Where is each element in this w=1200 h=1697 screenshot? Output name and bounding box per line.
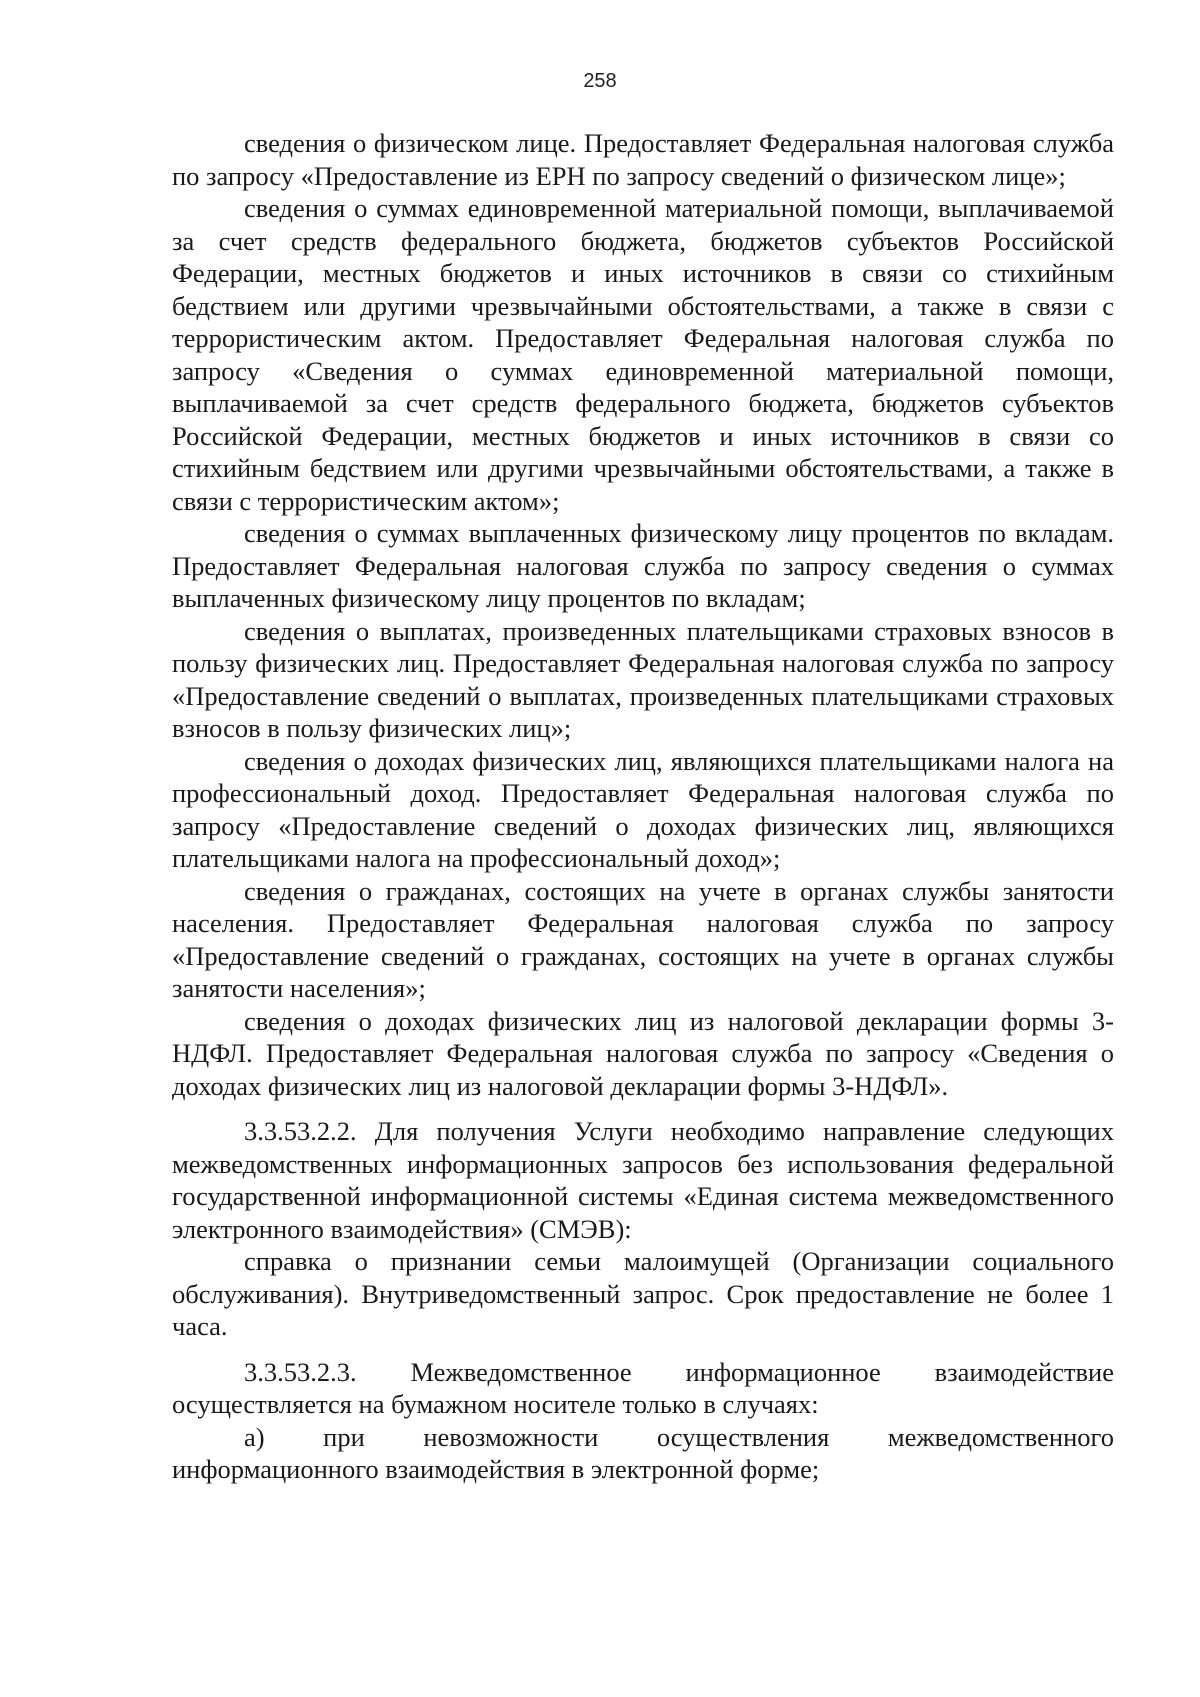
paragraph-employment-service: сведения о гражданах, состоящих на учете в органах службы занятости населения. Предоставляет Федеральная налоговая служба по запросу «Предоставление сведений о гражданах, состоящих на учете в органах службы занятости населения»; <box>172 875 1114 1003</box>
paragraph-lump-sum-aid: сведения о суммах единовременной материальной помощи, выплачиваемой за счет средств федерального бюджета, бюджетов субъектов Российской Федерации, местных бюджетов и иных источников в связи со стихийным бедствием или другими чрезвычайными обстоятельствами, а также в связи с террористическим актом. Предоставляет Федеральная налоговая служба по запросу «Сведения о суммах единовременной материальной помощи, выплачиваемой за счет средств федерального бюджета, бюджетов субъектов Российской Федерации, местных бюджетов и иных источников в связи со стихийным бедствием или другими чрезвычайными обстоятельствами, а также в связи с террористическим актом»; <box>172 193 1114 516</box>
paragraph-low-income-certificate: справка о признании семьи малоимущей (Организации социального обслуживания). Внутриведомственный запрос. Срок предоставление не более 1 часа. <box>172 1246 1114 1341</box>
page-number: 258 <box>583 70 617 92</box>
paragraph-case-a: а) при невозможности осуществления межведомственного информационного взаимодействия в электронной форме; <box>172 1421 1114 1484</box>
section-3-3-53-2-2: 3.3.53.2.2. Для получения Услуги необходимо направление следующих межведомственных информационных запросов без использования федеральной государственной информационной системы «Единая система межведомственного электронного взаимодействия» (СМЭВ): <box>172 1116 1114 1244</box>
section-3-3-53-2-3: 3.3.53.2.3. Межведомственное информационное взаимодействие осуществляется на бумажном носителе только в случаях: <box>172 1356 1114 1419</box>
paragraph-insurance-payments: сведения о выплатах, произведенных плательщиками страховых взносов в пользу физических лиц. Предоставляет Федеральная налоговая служба по запросу «Предоставление сведений о выплатах, произведенных плательщиками страховых взносов в пользу физических лиц»; <box>172 615 1114 743</box>
paragraph-individual-info: сведения о физическом лице. Предоставляет Федеральная налоговая служба по запросу «Предоставление из ЕРН по запросу сведений о физическом лице»; <box>172 128 1114 191</box>
document-body <box>172 127 1114 1486</box>
paragraph-3ndfl-income: сведения о доходах физических лиц из налоговой декларации формы 3-НДФЛ. Предоставляет Федеральная налоговая служба по запросу «Сведения о доходах физических лиц из налоговой декларации формы 3-НДФЛ». <box>172 1005 1114 1101</box>
paragraph-professional-income: сведения о доходах физических лиц, являющихся плательщиками налога на профессиональный доход. Предоставляет Федеральная налоговая служба по запросу «Предоставление сведений о доходах физических лиц, являющихся плательщиками налога на профессиональный доход»; <box>172 745 1114 873</box>
paragraph-deposit-interest: сведения о суммах выплаченных физическому лицу процентов по вкладам. Предоставляет Федеральная налоговая служба по запросу сведения о суммах выплаченных физическому лицу процентов по вкладам; <box>172 518 1114 613</box>
